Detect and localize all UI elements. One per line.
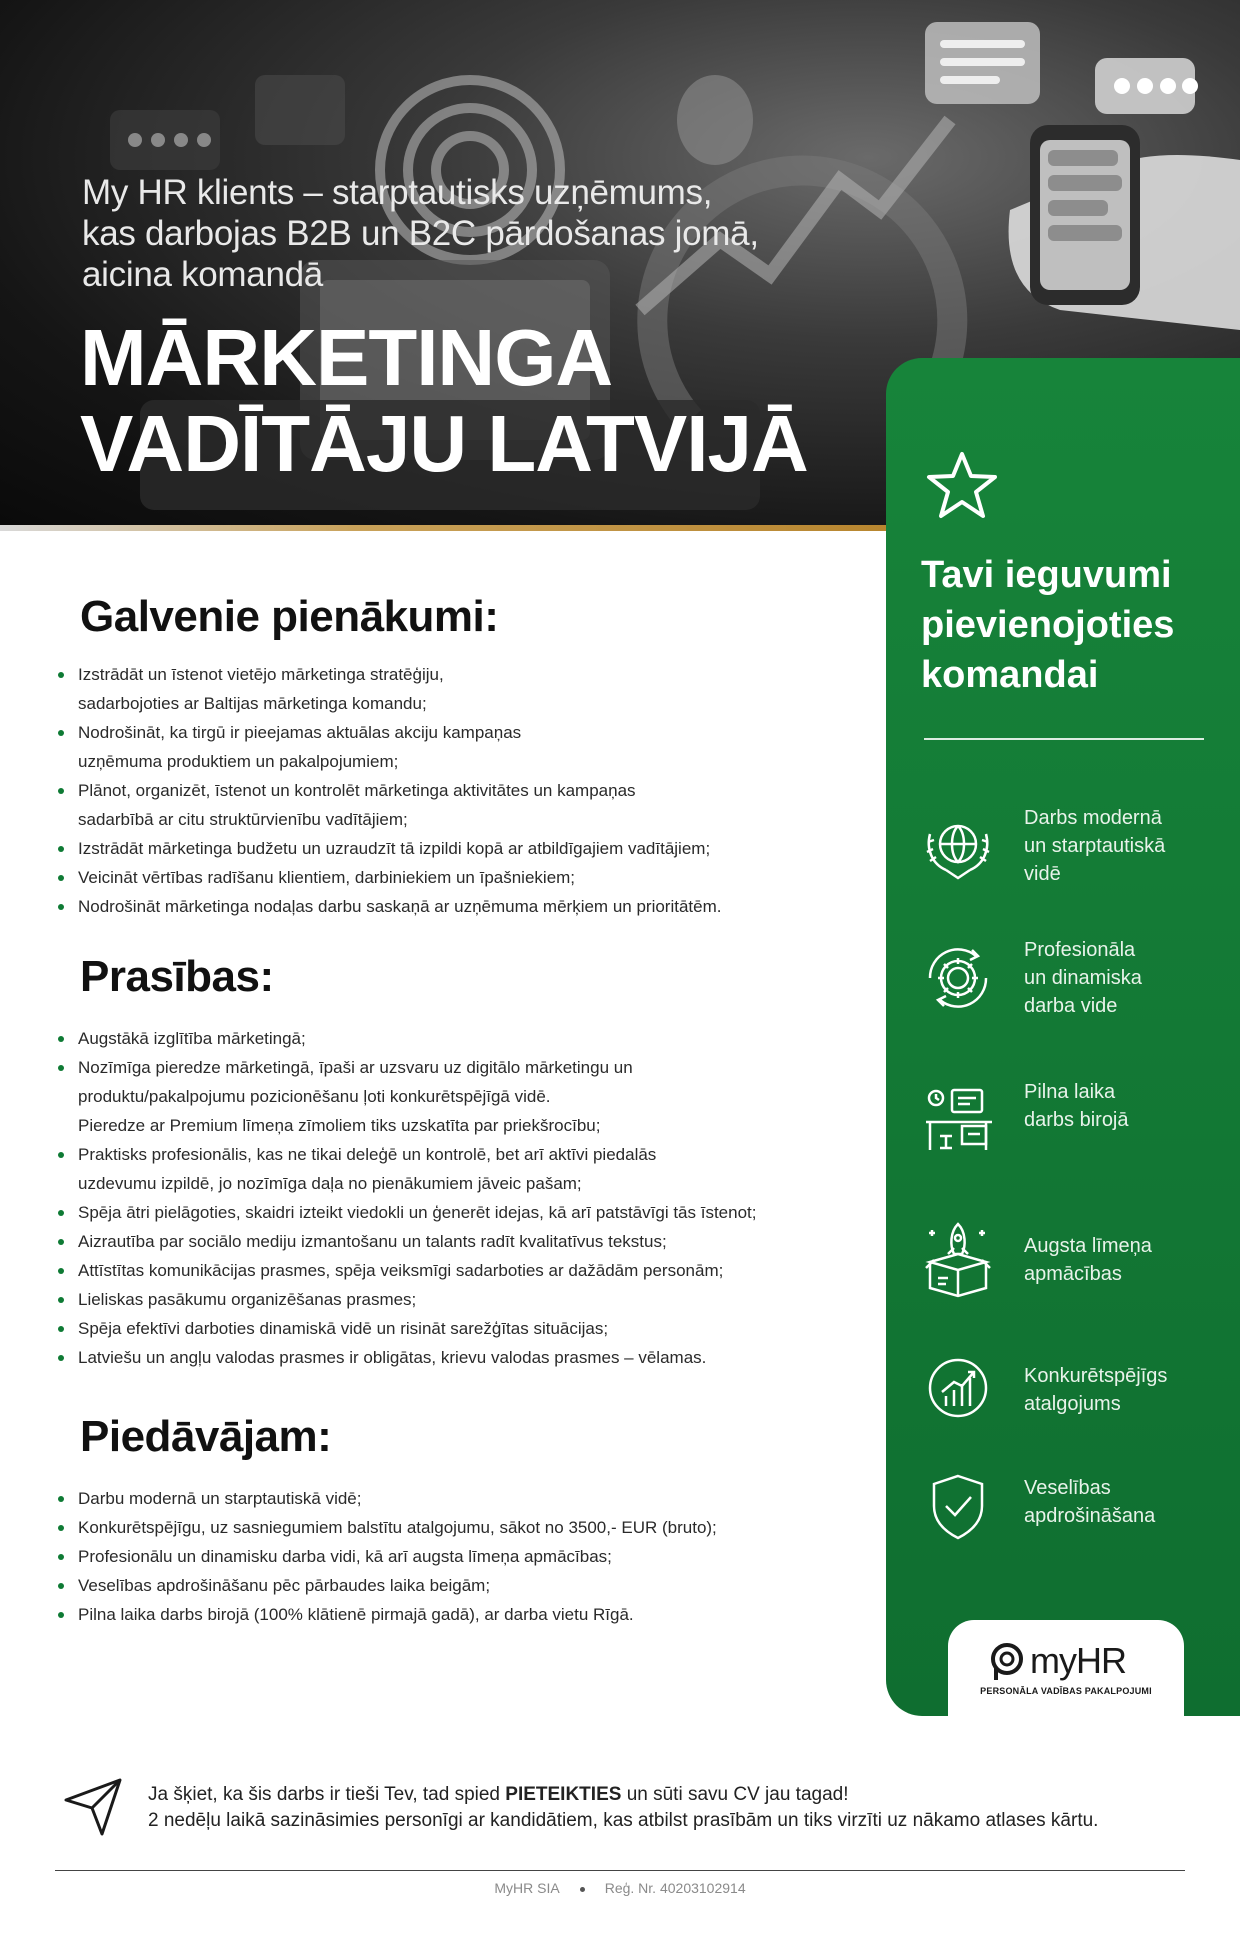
benefits-title — [921, 550, 1221, 700]
list-item-line: Plānot, organizēt, īstenot un kontrolēt mārketinga aktivitātes un kampaņas — [78, 781, 636, 800]
benefit-line: Darbs modernā — [1024, 807, 1162, 829]
list-item-line: Konkurētspējīgu, uz sasniegumiem balstītu atalgojumu, sākot no 3500,- EUR (bruto); — [78, 1518, 717, 1537]
list-item-line: Nodrošināt mārketinga nodaļas darbu saskaņā ar uzņēmuma mērķiem un prioritātēm. — [78, 897, 722, 916]
benefit-line: Veselības — [1024, 1477, 1111, 1499]
myhr-logo-tagline: PERSONĀLA VADĪBAS PAKALPOJUMI — [980, 1686, 1152, 1696]
benefits-panel — [886, 358, 1240, 1716]
list-item-line: Profesionālu un dinamisku darba vidi, kā arī augsta līmeņa apmācības; — [78, 1547, 612, 1566]
list-item-line: Darbu modernā un starptautiskā vidē; — [78, 1489, 362, 1508]
list-item-line: Izstrādāt mārketinga budžetu un uzraudzīt tā izpildi kopā ar atbildīgajiem vadītājiem; — [78, 839, 711, 858]
list-item-line: uzdevumu izpildē, jo nozīmīga daļa no pienākumiem jāveic pašam; — [78, 1174, 582, 1193]
offer-list — [58, 1484, 858, 1629]
registration-number: Reģ. Nr. 40203102914 — [604, 1880, 746, 1896]
list-item — [58, 834, 858, 863]
growth-chart-icon — [916, 1346, 1000, 1430]
list-item-line: Attīstītas komunikācijas prasmes, spēja veiksmīgi sadarboties ar dažādām personām; — [78, 1261, 724, 1280]
offer-title: Piedāvājam: — [80, 1412, 332, 1461]
requirements-list — [58, 1024, 858, 1372]
call-to-action — [148, 1782, 1098, 1834]
benefit-label — [1024, 1474, 1224, 1530]
duties-list — [58, 660, 858, 921]
list-item-line: Veselības apdrošināšanu pēc pārbaudes laika beigām; — [78, 1576, 491, 1595]
cta-line-2: 2 nedēļu laikā sazināsimies personīgi ar kandidātiem, kas atbilst prasībām un tiks virzīti uz nākamo atlases kārtu. — [148, 1810, 1099, 1831]
benefit-line: apdrošināšana — [1024, 1505, 1156, 1527]
gear-cycle-icon — [916, 936, 1000, 1020]
myhr-logo-mark-icon — [990, 1642, 1026, 1682]
panel-divider — [924, 738, 1204, 740]
list-item-line: Pieredze ar Premium līmeņa zīmoliem tiks uzskatīta par priekšrocību; — [78, 1116, 601, 1135]
list-item-line: Praktisks profesionālis, kas ne tikai deleģē un kontrolē, bet arī aktīvi piedalās — [78, 1145, 657, 1164]
list-item-line: Spēja efektīvi darboties dinamiskā vidē un risināt sarežģītas situācijas; — [78, 1319, 609, 1338]
list-item — [58, 1343, 858, 1372]
benefits-title-line: komandai — [921, 654, 1099, 696]
list-item — [58, 1513, 858, 1542]
benefit-item — [916, 804, 1226, 904]
star-icon — [924, 448, 1000, 524]
list-item — [58, 1571, 858, 1600]
list-item-line: Veicināt vērtības radīšanu klientiem, darbiniekiem un īpašniekiem; — [78, 868, 576, 887]
job-title — [80, 315, 808, 487]
list-item — [58, 1053, 858, 1140]
list-item — [58, 1140, 858, 1198]
list-item — [58, 718, 858, 776]
list-item-line: produktu/pakalpojumu pozicionēšanu ļoti konkurētspējīgā vidē. — [78, 1087, 551, 1106]
benefit-label — [1024, 936, 1224, 1020]
list-item-line: Nodrošināt, ka tirgū ir pieejamas aktuālas akciju kampaņas — [78, 723, 522, 742]
list-item-line: Latviešu un angļu valodas prasmes ir obligātas, krievu valodas prasmes – vēlamas. — [78, 1348, 707, 1367]
globe-laurel-icon — [916, 804, 1000, 888]
hero-intro-line: kas darbojas B2B un B2C pārdošanas jomā, — [82, 214, 759, 253]
cta-line-1 — [148, 1782, 1098, 1808]
company-name: MyHR SIA — [494, 1880, 560, 1896]
list-item — [58, 1024, 858, 1053]
hero-intro — [82, 172, 802, 295]
shield-check-icon — [916, 1464, 1000, 1548]
job-title-line: VADĪTĀJU LATVIJĀ — [80, 399, 808, 488]
benefit-line: Augsta līmeņa — [1024, 1235, 1152, 1257]
gold-divider — [0, 525, 890, 531]
hero-intro-line: My HR klients – starptautisks uzņēmums, — [82, 173, 713, 212]
hero-intro-line: aicina komandā — [82, 255, 323, 294]
footer — [0, 1880, 1240, 1896]
office-desk-icon — [916, 1078, 1000, 1162]
cta-text-start: Ja šķiet, ka šis darbs ir tieši Tev, tad spied — [148, 1784, 506, 1805]
list-item-line: Spēja ātri pielāgoties, skaidri izteikt viedokli un ģenerēt idejas, kā arī patstāvīgi tās īstenot; — [78, 1203, 757, 1222]
list-item — [58, 863, 858, 892]
list-item-line: Nozīmīga pieredze mārketingā, īpaši ar uzsvaru uz digitālo mārketingu un — [78, 1058, 633, 1077]
list-item-line: sadarbojoties ar Baltijas mārketinga komandu; — [78, 694, 427, 713]
benefits-title-line: pievienojoties — [921, 604, 1175, 646]
benefit-line: un dinamiska — [1024, 967, 1142, 989]
benefit-label — [1024, 804, 1224, 888]
apply-keyword: PIETEIKTIES — [505, 1784, 622, 1805]
list-item — [58, 776, 858, 834]
benefit-item — [916, 1216, 1226, 1316]
list-item — [58, 1600, 858, 1629]
list-item-line: Izstrādāt un īstenot vietējo mārketinga stratēģiju, — [78, 665, 444, 684]
list-item-line: Aizrautība par sociālo mediju izmantošanu un talants radīt kvalitatīvus tekstus; — [78, 1232, 667, 1251]
list-item-line: Pilna laika darbs birojā (100% klātienē pirmajā gadā), ar darba vietu Rīgā. — [78, 1605, 634, 1624]
benefit-line: darba vide — [1024, 995, 1118, 1017]
benefit-label — [1024, 1232, 1224, 1288]
myhr-logo — [948, 1620, 1184, 1716]
benefit-label — [1024, 1362, 1224, 1418]
send-icon — [62, 1776, 124, 1838]
list-item-line: uzņēmuma produktiem un pakalpojumiem; — [78, 752, 399, 771]
list-item — [58, 1484, 858, 1513]
benefit-line: vidē — [1024, 863, 1061, 885]
benefit-line: Profesionāla — [1024, 939, 1136, 961]
myhr-logo-text: myHR — [1030, 1640, 1126, 1681]
list-item — [58, 1227, 858, 1256]
requirements-title: Prasības: — [80, 952, 274, 1001]
list-item-line: Augstākā izglītība mārketingā; — [78, 1029, 306, 1048]
job-title-line: MĀRKETINGA — [80, 313, 613, 402]
benefit-line: un starptautiskā — [1024, 835, 1166, 857]
list-item — [58, 892, 858, 921]
list-item-line: Lieliskas pasākumu organizēšanas prasmes; — [78, 1290, 417, 1309]
list-item — [58, 1256, 858, 1285]
benefit-line: apmācības — [1024, 1263, 1122, 1285]
list-item-line: sadarbībā ar citu struktūrvienību vadītājiem; — [78, 810, 408, 829]
cta-text-end: un sūti savu CV jau tagad! — [621, 1784, 849, 1805]
benefits-title-line: Tavi ieguvumi — [921, 554, 1172, 596]
list-item — [58, 1542, 858, 1571]
list-item — [58, 1285, 858, 1314]
rocket-box-icon — [916, 1216, 1000, 1300]
benefit-item — [916, 1346, 1226, 1446]
benefit-line: darbs birojā — [1024, 1109, 1129, 1131]
list-item — [58, 1198, 858, 1227]
benefit-line: Konkurētspējīgs — [1024, 1365, 1168, 1387]
benefit-item — [916, 1078, 1226, 1178]
benefit-line: Pilna laika — [1024, 1081, 1116, 1103]
footer-divider — [55, 1870, 1185, 1871]
duties-title: Galvenie pienākumi: — [80, 592, 499, 641]
separator-dot — [580, 1887, 585, 1892]
benefit-label — [1024, 1078, 1224, 1134]
list-item — [58, 1314, 858, 1343]
benefit-line: atalgojums — [1024, 1393, 1121, 1415]
benefit-item — [916, 1464, 1226, 1564]
list-item — [58, 660, 858, 718]
benefit-item — [916, 936, 1226, 1036]
